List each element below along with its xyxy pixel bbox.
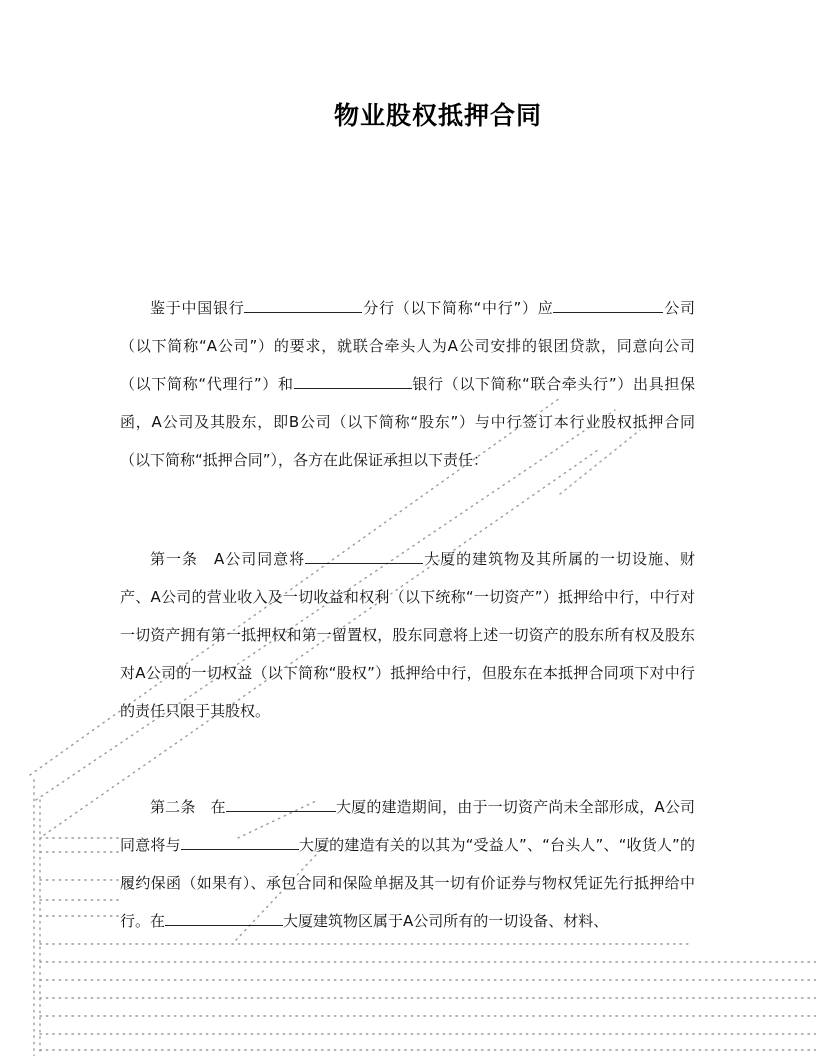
blank-building-field-4 bbox=[165, 911, 283, 926]
article-2-paragraph bbox=[120, 788, 695, 940]
blank-building-field-3 bbox=[181, 835, 299, 850]
article-1-text-2: 大厦的建筑物及其所属的一切设施、财产、A公司的营业收入及一切收益和权利（以下统称“一切资产”）抵押给中行，中行对一切资产拥有第一抵押权和第一留置权，股东同意将上述一切资产的股东所有权及股东对A公司的一切权益（以下简称“股权”）抵押给中行，但股东在本抵押合同项下对中行的责任只限于其股权。 bbox=[120, 550, 695, 720]
blank-building-field-1 bbox=[305, 549, 423, 564]
preamble-text-1: 鉴于中国银行 bbox=[150, 299, 245, 317]
blank-branch-field bbox=[244, 298, 362, 313]
article-2-text-4: 大厦建筑物区属于A公司所有的一切设备、材料、 bbox=[283, 912, 609, 930]
blank-bank-field bbox=[294, 374, 412, 389]
document-title: 物业股权抵押合同 bbox=[333, 101, 542, 130]
preamble-paragraph bbox=[120, 289, 695, 479]
article-2-text-2: 大厦的建造期间，由于一切资产尚未全部形成，A公司同意将与 bbox=[120, 798, 695, 854]
article-1-text-1: 第一条 A公司同意将 bbox=[150, 550, 306, 568]
article-1-paragraph bbox=[120, 540, 695, 730]
preamble-text-4: 银行（以下简称“联合牵头行”）出具担保函，A公司及其股东，即B公司（以下简称“股东”）与中行签订本行业股权抵押合同（以下简称“抵押合同”），各方在此保证承担以下责任： bbox=[120, 375, 695, 469]
preamble-text-2: 分行（以下简称“中行”）应 bbox=[362, 299, 554, 317]
article-2-text-3: 大厦的建造有关的以其为“受益人”、“台头人”、“收货人”的履约保函（如果有）、承包合同和保险单据及其一切有价证券与物权凭证先行抵押给中行。在 bbox=[120, 836, 695, 930]
article-2-text-1: 第二条 在 bbox=[150, 798, 226, 816]
blank-company-field bbox=[553, 298, 663, 313]
blank-building-field-2 bbox=[226, 797, 336, 812]
preamble-text-3: 公司（以下简称“A公司”）的要求，就联合牵头人为A公司安排的银团贷款，同意向公司（以下简称“代理行”）和 bbox=[120, 299, 695, 393]
